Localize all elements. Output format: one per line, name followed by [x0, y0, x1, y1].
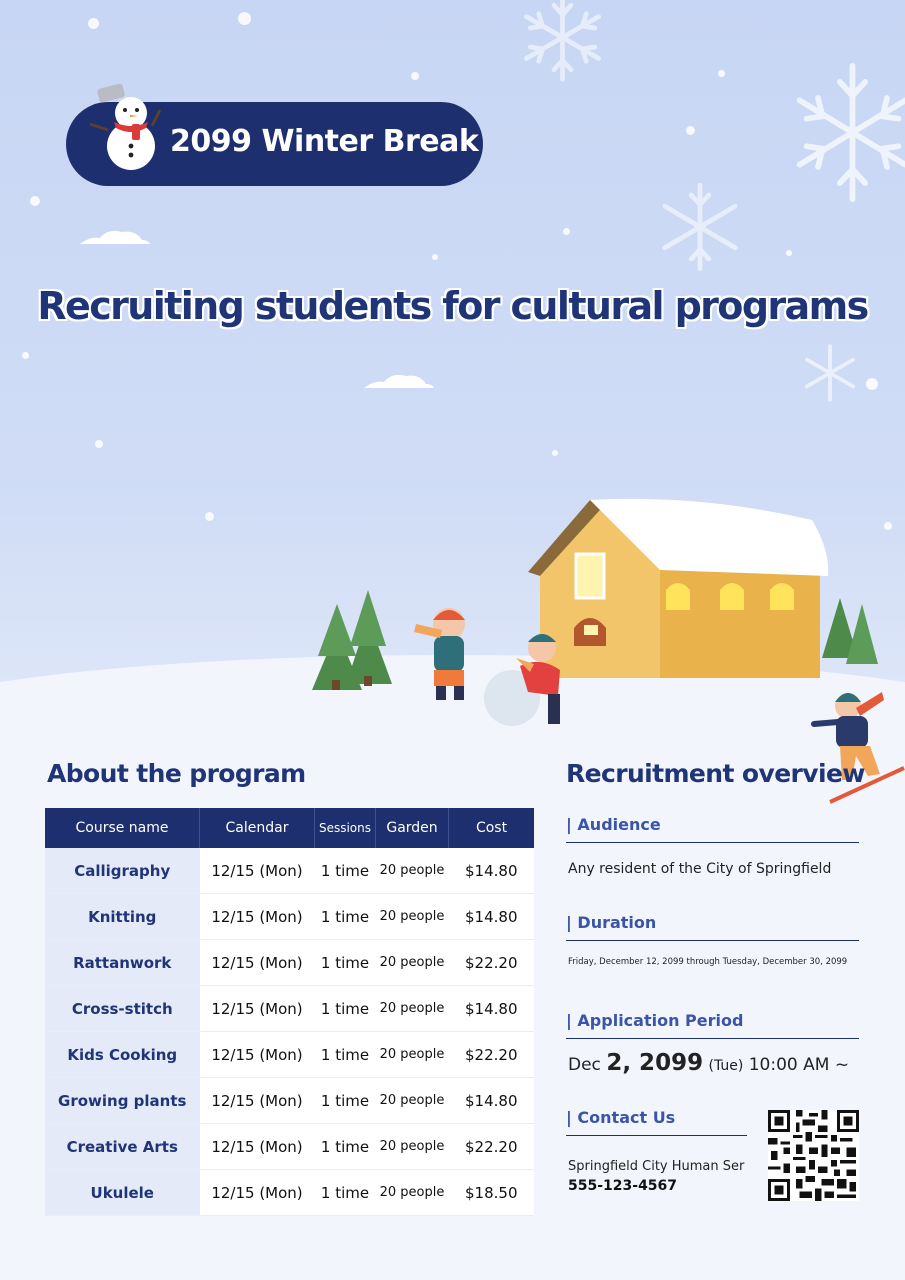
contact-phone: 555-123-4567	[568, 1178, 678, 1194]
cloud-icon	[78, 226, 152, 246]
house-illustration	[528, 499, 828, 678]
table-row	[45, 940, 534, 986]
course-name: Rattanwork	[45, 940, 200, 986]
children-illustration	[414, 608, 560, 726]
course-sessions: 1 time	[315, 940, 376, 986]
cloud-icon	[362, 370, 436, 390]
course-garden: 20 people	[376, 1124, 449, 1170]
course-name: Kids Cooking	[45, 1032, 200, 1078]
courses-table	[45, 808, 534, 1216]
course-calendar: 12/15 (Mon)	[200, 894, 315, 940]
application-day: 2, 2099	[606, 1050, 704, 1076]
headline: Recruiting students for cultural programs	[37, 284, 868, 328]
application-time: 10:00 AM ~	[748, 1055, 850, 1075]
course-cost: $22.20	[449, 1032, 535, 1078]
qr-code	[768, 1110, 859, 1201]
course-garden: 20 people	[376, 1170, 449, 1216]
contact-label: | Contact Us	[566, 1108, 747, 1136]
application-period	[568, 1050, 849, 1076]
application-label: | Application Period	[566, 1011, 859, 1039]
course-name: Creative Arts	[45, 1124, 200, 1170]
course-calendar: 12/15 (Mon)	[200, 1032, 315, 1078]
snowman-icon	[86, 80, 162, 176]
duration-label: | Duration	[566, 913, 859, 941]
course-sessions: 1 time	[315, 986, 376, 1032]
course-cost: $14.80	[449, 848, 535, 894]
course-cost: $22.20	[449, 940, 535, 986]
course-sessions: 1 time	[315, 1170, 376, 1216]
course-cost: $14.80	[449, 986, 535, 1032]
course-cost: $18.50	[449, 1170, 535, 1216]
course-garden: 20 people	[376, 986, 449, 1032]
course-cost: $22.20	[449, 1124, 535, 1170]
table-header-row	[45, 808, 534, 848]
course-sessions: 1 time	[315, 1032, 376, 1078]
application-weekday: (Tue)	[708, 1058, 744, 1074]
snowflake-icon	[515, 0, 610, 85]
table-row	[45, 1124, 534, 1170]
column-header: Cost	[449, 808, 535, 848]
column-header: Calendar	[200, 808, 315, 848]
table-row	[45, 1078, 534, 1124]
course-garden: 20 people	[376, 1032, 449, 1078]
duration-text: Friday, December 12, 2099 through Tuesday, December 30, 2099	[568, 957, 848, 967]
course-sessions: 1 time	[315, 894, 376, 940]
course-cost: $14.80	[449, 894, 535, 940]
snowflake-icon	[795, 60, 905, 205]
course-name: Ukulele	[45, 1170, 200, 1216]
table-row	[45, 1032, 534, 1078]
course-calendar: 12/15 (Mon)	[200, 940, 315, 986]
contact-org: Springfield City Human Ser	[568, 1159, 745, 1174]
column-header: Garden	[376, 808, 449, 848]
overview-section-title: Recruitment overview	[566, 759, 865, 788]
course-sessions: 1 time	[315, 1124, 376, 1170]
course-name: Growing plants	[45, 1078, 200, 1124]
course-calendar: 12/15 (Mon)	[200, 986, 315, 1032]
course-name: Calligraphy	[45, 848, 200, 894]
table-row	[45, 986, 534, 1032]
course-name: Cross-stitch	[45, 986, 200, 1032]
column-header: Course name	[45, 808, 200, 848]
application-month: Dec	[568, 1055, 601, 1075]
audience-label: | Audience	[566, 815, 859, 843]
course-garden: 20 people	[376, 894, 449, 940]
course-garden: 20 people	[376, 940, 449, 986]
column-header: Sessions	[315, 808, 376, 848]
course-cost: $14.80	[449, 1078, 535, 1124]
course-calendar: 12/15 (Mon)	[200, 1124, 315, 1170]
course-garden: 20 people	[376, 1078, 449, 1124]
course-calendar: 12/15 (Mon)	[200, 1170, 315, 1216]
course-calendar: 12/15 (Mon)	[200, 1078, 315, 1124]
course-calendar: 12/15 (Mon)	[200, 848, 315, 894]
badge-title: 2099 Winter Break	[170, 124, 479, 159]
table-row	[45, 1170, 534, 1216]
snowflake-icon	[660, 182, 740, 272]
snowflake-icon	[803, 344, 857, 402]
course-name: Knitting	[45, 894, 200, 940]
audience-text: Any resident of the City of Springfield	[568, 861, 832, 877]
course-sessions: 1 time	[315, 848, 376, 894]
table-row	[45, 848, 534, 894]
course-garden: 20 people	[376, 848, 449, 894]
course-sessions: 1 time	[315, 1078, 376, 1124]
table-row	[45, 894, 534, 940]
program-section-title: About the program	[47, 759, 306, 788]
